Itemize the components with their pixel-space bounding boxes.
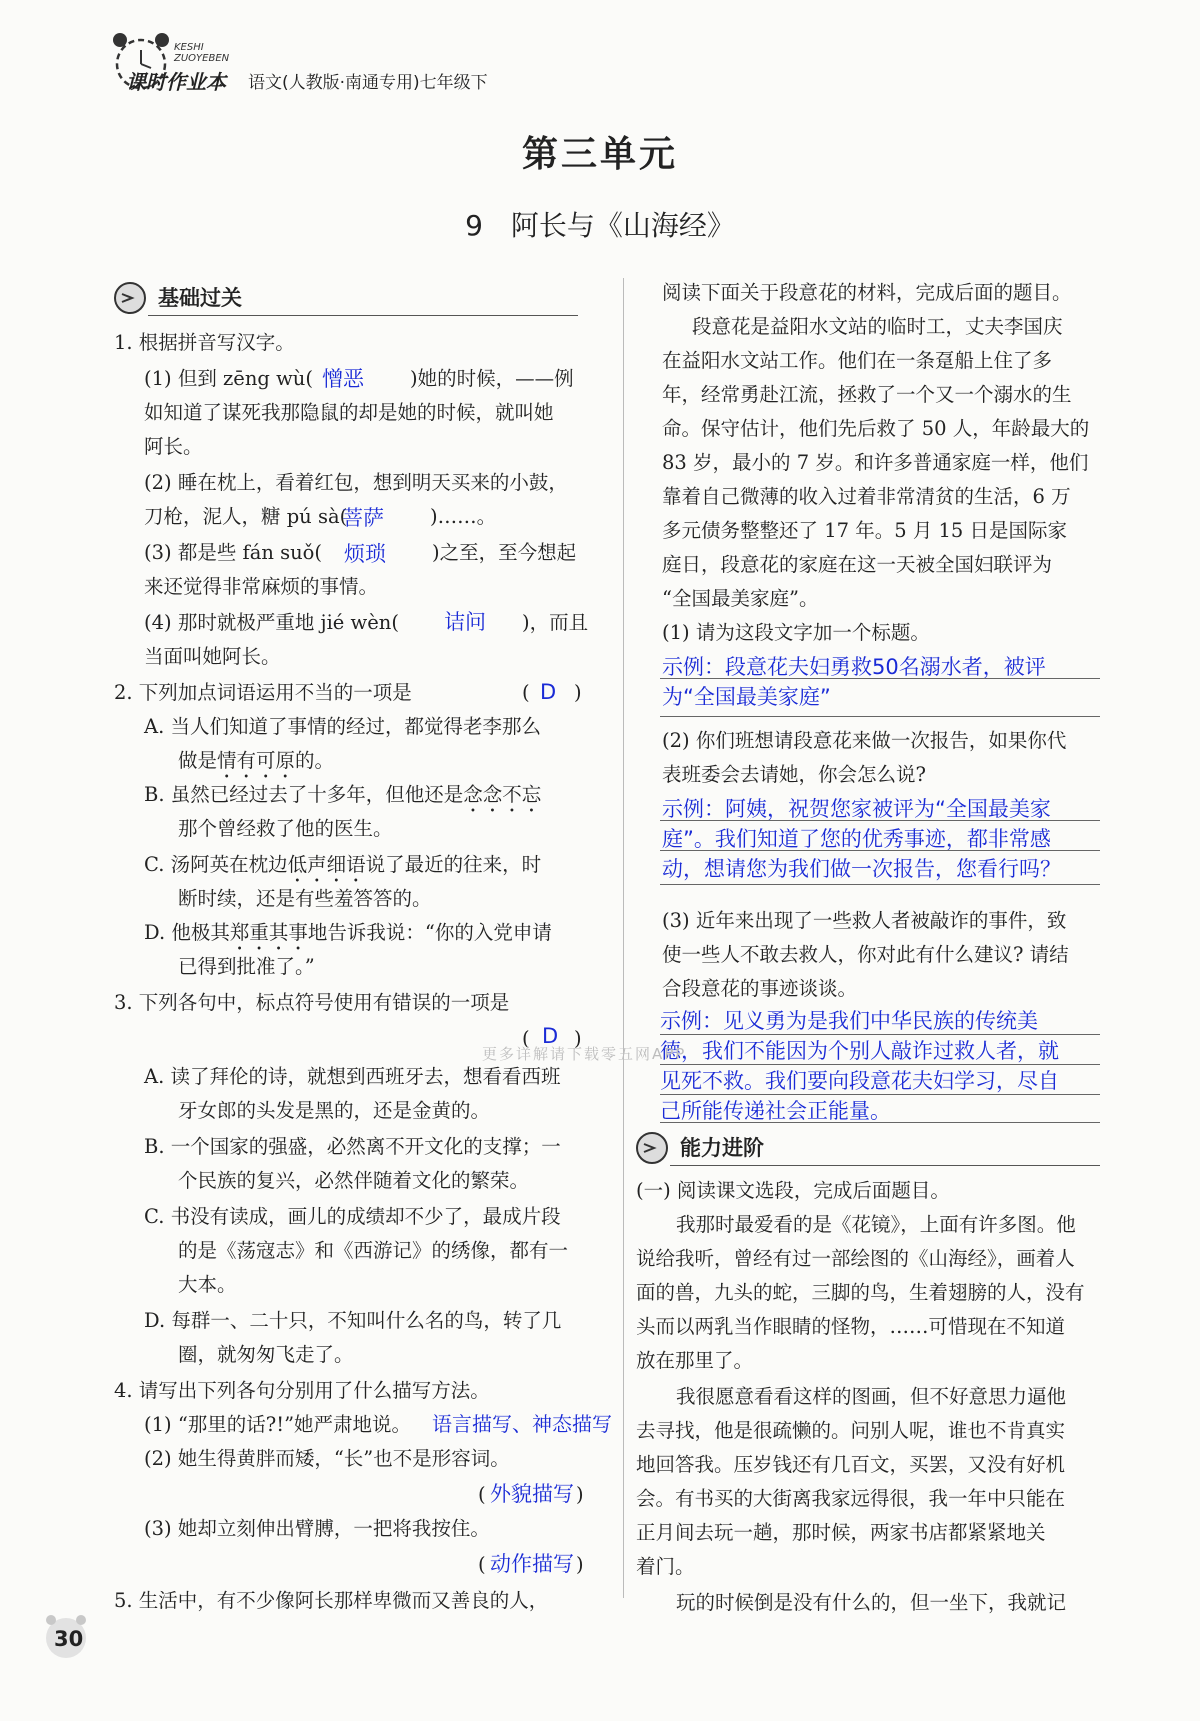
q4-2: (2) 她生得黄胖而矮，“长”也不是形容词。 [144,1447,510,1470]
q3-stem: 3. 下列各句中，标点符号使用有错误的一项是 [114,991,510,1014]
q1-4-b: )，而且 [522,611,589,634]
lesson-name: 阿长与《山海经》 [510,209,735,242]
sub-q3-line2: 使一些人不敢去救人，你对此有什么建议? 请结 [662,943,1069,966]
answer-sub-q1-line2: 为“全国最美家庭” [662,685,831,709]
answer-line [660,1122,1100,1123]
q4-stem: 4. 请写出下列各句分别用了什么描写方法。 [114,1379,490,1402]
unit-title: 第三单元 [521,134,678,175]
q3-option-d-line2: 圈，就匆匆飞走了。 [178,1343,354,1366]
answer-sub-q3-line4: 己所能传递社会正能量。 [660,1099,891,1123]
column-divider [623,278,624,1598]
section-advanced-title: 能力进阶 [680,1136,764,1160]
sub-q2-line2: 表班委会去请她，你会怎么说? [662,763,926,786]
watermark: 更多详解请下载零五网APP [482,1045,687,1063]
section-advanced-header [634,1128,1104,1166]
answer-q3: D [542,1024,559,1048]
q1-1-a: (1) 但到 zēng wù( [144,367,313,390]
reading-line: 放在那里了。 [636,1349,754,1372]
q1-4-line2: 当面叫她阿长。 [144,645,281,668]
q3-option-c: C. 书没有读成，画儿的成绩却不少了，最成片段 [144,1205,561,1228]
answer-sub-q3-line2: 德，我们不能因为个别人敲诈过救人者，就 [660,1039,1059,1063]
q1-3-line2: 来还觉得非常麻烦的事情。 [144,575,379,598]
reading-line: 面的兽，九头的蛇，三脚的鸟，生着翅膀的人，没有 [636,1281,1085,1304]
q3-option-a-line2: 牙女郎的头发是黑的，还是金黄的。 [178,1099,491,1122]
q2-option-a: A. 当人们知道了事情的经过，都觉得老李那么 [144,715,541,738]
answer-sub-q3-line1: 示例：见义勇为是我们中华民族的传统美 [660,1009,1038,1033]
passage-line: 在益阳水文站工作。他们在一条趸船上住了多 [662,349,1053,372]
passage-line: 命。保守估计，他们先后救了 50 人，年龄最大的 [662,417,1090,440]
passage-line: 段意花是益阳水文站的临时工，丈夫李国庆 [692,315,1063,338]
q1-stem: 1. 根据拼音写汉字。 [114,331,295,354]
answer-sub-q2-line3: 动，想请您为我们做一次报告，您看行吗？ [662,857,1061,881]
sub-q3: (3) 近年来出现了一些救人者被敲诈的事件，致 [662,909,1067,932]
q3-paren-open: ( [522,1027,530,1050]
answer-line [660,678,1100,679]
answer-q4-3: 动作描写 [490,1552,574,1576]
reading-line: 地回答我。压岁钱还有几百文，买罢，又没有好机 [636,1453,1066,1476]
reading-line: 会。有书买的大街离我家远得很，我一年中只能在 [636,1487,1066,1510]
brand-pinyin: KESHI ZUOYEBEN [174,42,230,64]
answer-q1-3: 烦琐 [344,542,386,566]
answer-line [660,884,1100,885]
q1-1-line3: 阿长。 [144,435,203,458]
q2-option-d: D. 他极其郑重其事地告诉我说：“你的入党申请 [144,921,552,944]
q1-3-b: )之至，至今想起 [432,541,577,564]
q1-2-line1: (2) 睡在枕上，看着红包，想到明天买来的小鼓， [144,471,568,494]
answer-sub-q3-line3: 见死不救。我们要向段意花夫妇学习，尽自 [660,1069,1059,1093]
q2-option-d-line2: 已得到批准了。” [178,955,315,978]
section-arrow-icon [634,1130,670,1166]
q2-paren-close: ) [574,681,582,704]
q2-option-b: B. 虽然已经过去了十多年，但他还是念念不忘 [144,783,542,806]
q3-paren-close: ) [574,1027,582,1050]
q2-option-a-line2: 做是情有可原的。 [178,749,335,772]
reading-line: 说给我听，曾经有过一部绘图的《山海经》，画着人 [636,1247,1075,1270]
answer-q1-1: 憎恶 [322,367,364,391]
q2-option-c-line2: 断时续，还是有些羞答答的。 [178,887,432,910]
q4-1: (1) “那里的话?!”她严肃地说。 [144,1413,412,1436]
header [96,28,656,98]
q3-option-b: B. 一个国家的强盛，必然离不开文化的支撑；一 [144,1135,561,1158]
reading-line: 我很愿意看看这样的图画，但不好意思力逼他 [676,1385,1067,1408]
answer-line [660,820,1100,821]
page-number: 30 [54,1627,84,1651]
book-title: 语文(人教版·南通专用)七年级下 [248,73,488,93]
q2-option-b-line2: 那个曾经救了他的医生。 [178,817,393,840]
sub-q1: (1) 请为这段文字加一个标题。 [662,621,930,644]
reading-line: 正月间去玩一趟，那时候，两家书店都紧紧地关 [636,1521,1046,1544]
q1-4-a: (4) 那时就极严重地 jié wèn( [144,611,399,634]
q4-2-paren-open: ( [478,1483,486,1506]
section-rule [148,315,578,316]
lesson-title [0,204,1200,244]
answer-q1-2: 菩萨 [342,506,384,530]
answer-q4-1: 语言描写、神态描写 [432,1412,612,1436]
q3-option-c-line3: 大本。 [178,1273,237,1296]
reading-line: 头而以两乳当作眼睛的怪物，……可惜现在不知道 [636,1315,1066,1338]
passage-line: 多元债务整整还了 17 年。5 月 15 日是国际家 [662,519,1068,542]
answer-sub-q1-line1: 示例：段意花夫妇勇救50名溺水者，被评 [662,655,1046,679]
q1-1-line2: 如知道了谋死我那隐鼠的却是她的时候，就叫她 [144,401,554,424]
q1-2-a: 刀枪，泥人，糖 pú sà( [144,505,348,528]
q4-3: (3) 她却立刻伸出臂膊，一把将我按住。 [144,1517,490,1540]
section-basic-title: 基础过关 [158,286,242,310]
reading-line: 玩的时候倒是没有什么的，但一坐下，我就记 [676,1591,1067,1614]
passage-line: 83 岁，最小的 7 岁。和许多普通家庭一样，他们 [662,451,1089,474]
q1-2-b: )……。 [430,505,497,528]
q1-1-b: )她的时候，——例 [410,367,574,390]
section-rule [670,1165,1100,1166]
q4-3-paren-open: ( [478,1553,486,1576]
sub-q2: (2) 你们班想请段意花来做一次报告，如果你代 [662,729,1067,752]
reading-intro: (一) 阅读课文选段，完成后面题目。 [636,1179,950,1202]
q3-option-d: D. 每群一、二十只，不知叫什么名的鸟，转了几 [144,1309,562,1332]
q4-3-paren-close: ) [576,1553,584,1576]
q3-option-b-line2: 个民族的复兴，必然伴随着文化的繁荣。 [178,1169,530,1192]
answer-q2: D [540,680,557,704]
lesson-number: 9 [465,209,483,242]
answer-sub-q2-line1: 示例：阿姨，祝贺您家被评为“全国最美家 [662,797,1051,821]
q2-option-c: C. 汤阿英在枕边低声细语说了最近的往来，时 [144,853,542,876]
passage-intro: 阅读下面关于段意花的材料，完成后面的题目。 [662,281,1072,304]
q5-stem: 5. 生活中，有不少像阿长那样卑微而又善良的人， [114,1589,549,1612]
q3-option-c-line2: 的是《荡寇志》和《西游记》的绣像，都有一 [178,1239,569,1262]
q2-paren-open: ( [522,681,530,704]
brand-name: 课时作业本 [126,70,226,94]
answer-q4-2: 外貌描写 [490,1482,574,1506]
q1-3-a: (3) 都是些 fán suǒ( [144,541,323,564]
passage-line: 年，经常勇赴江流，拯救了一个又一个溺水的生 [662,383,1072,406]
answer-sub-q2-line2: 庭”。我们知道了您的优秀事迹，都非常感 [662,827,1051,851]
passage-line: 庭日，段意花的家庭在这一天被全国妇联评为 [662,553,1053,576]
section-basic-header [112,278,582,316]
section-arrow-icon [112,280,148,316]
answer-q1-4: 诘问 [444,610,486,634]
reading-line: 去寻找，他是很疏懒的。问别人呢，谁也不肯真实 [636,1419,1066,1442]
reading-line: 我那时最爱看的是《花镜》，上面有许多图。他 [676,1213,1076,1236]
answer-line [660,850,1100,851]
q4-2-paren-close: ) [576,1483,584,1506]
q2-stem: 2. 下列加点词语运用不当的一项是 [114,681,412,704]
answer-line [660,716,1100,717]
passage-line: “全国最美家庭”。 [662,587,819,610]
passage-line: 靠着自己微薄的收入过着非常清贫的生活，6 万 [662,485,1071,508]
q3-option-a: A. 读了拜伦的诗，就想到西班牙去，想看看西班 [144,1065,561,1088]
sub-q3-line3: 合段意花的事迹谈谈。 [662,977,858,1000]
reading-line: 着门。 [636,1555,695,1578]
